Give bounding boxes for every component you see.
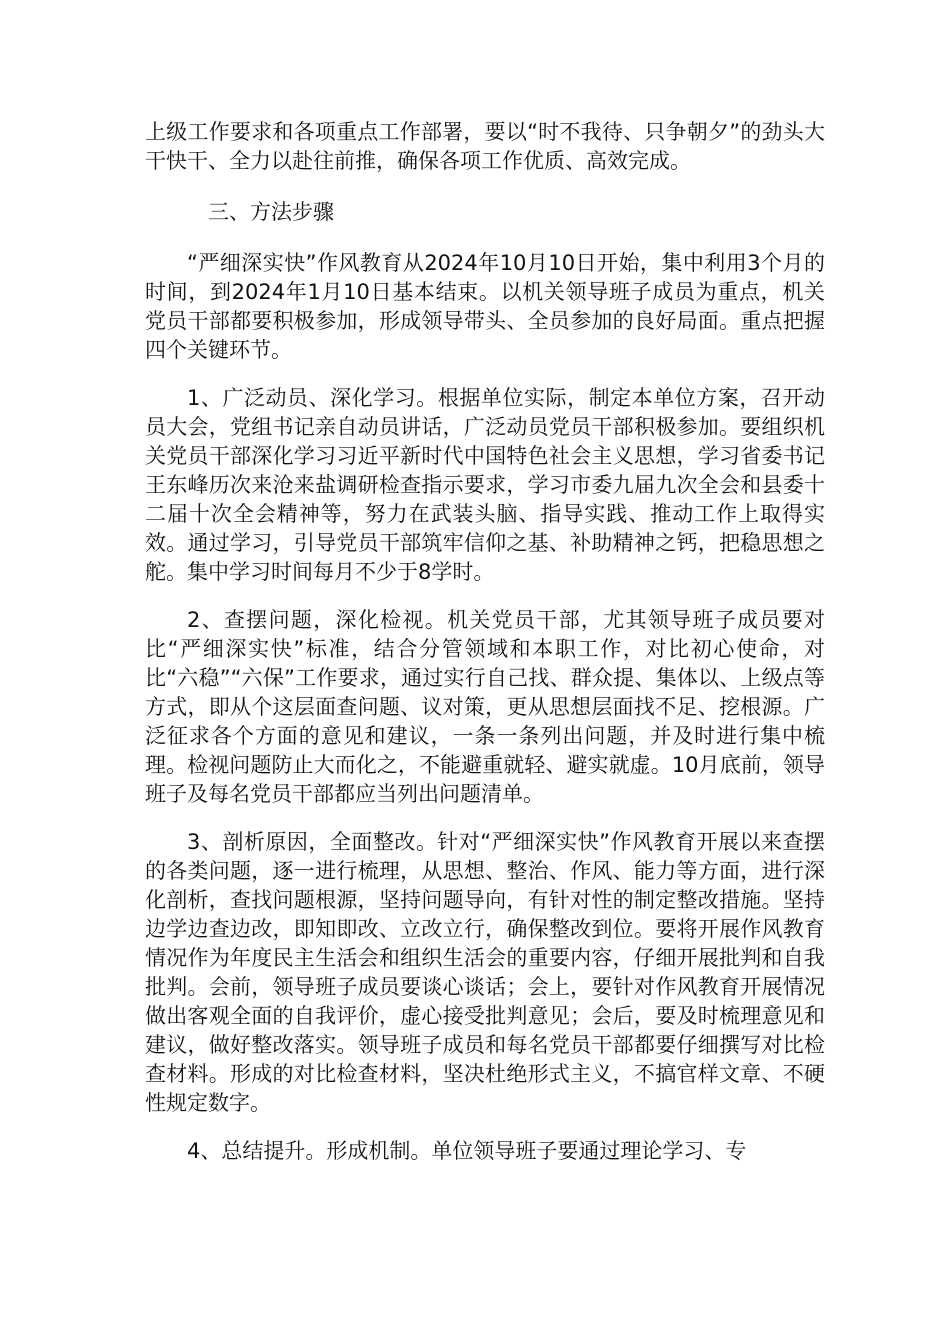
section-heading-methods: 三、方法步骤 — [208, 200, 334, 224]
paragraph-overview: “严细深实快”作风教育从2024年10月10日开始，集中利用3个月的时间，到2024年1月10日基本结束。以机关领导班子成员为重点，机关党员干部都要积极参加，形成领导带头、全员参加的良好局面。重点把握四个关键环节。 — [145, 251, 825, 362]
paragraph-step-4: 4、总结提升。形成机制。单位领导班子要通过理论学习、专 — [187, 1139, 747, 1163]
document-body — [145, 118, 825, 1166]
paragraph-step-1: 1、广泛动员、深化学习。根据单位实际，制定本单位方案，召开动员大会，党组书记亲自动员讲话，广泛动员党员干部积极参加。要组织机关党员干部深化学习习近平新时代中国特色社会主义思想，学习省委书记王东峰历次来沧来盐调研检查指示要求，学习市委九届九次全会和县委十二届十次全会精神等，努力在武装头脑、指导实践、推动工作上取得实效。通过学习，引导党员干部筑牢信仰之基、补助精神之钙，把稳思想之舵。集中学习时间每月不少于8学时。 — [145, 386, 825, 584]
paragraph-step-3: 3、剖析原因，全面整改。针对“严细深实快”作风教育开展以来查摆的各类问题，逐一进行梳理，从思想、整治、作风、能力等方面，进行深化剖析，查找问题根源，坚持问题导向，有针对性的制定整改措施。坚持边学边查边改，即知即改、立改立行，确保整改到位。要将开展作风教育情况作为年度民主生活会和组织生活会的重要内容，仔细开展批判和自我批判。会前，领导班子成员要谈心谈话；会上，要针对作风教育开展情况做出客观全面的自我评价，虚心接受批判意见；会后，要及时梳理意见和建议，做好整改落实。领导班子成员和每名党员干部都要仔细撰写对比检查材料。形成的对比检查材料，坚决杜绝形式主义，不搞官样文章、不硬性规定数字。 — [145, 830, 825, 1115]
paragraph-continuation: 上级工作要求和各项重点工作部署，要以“时不我待、只争朝夕”的劲头大干快干、全力以赴往前推，确保各项工作优质、高效完成。 — [145, 120, 825, 173]
paragraph-step-2: 2、查摆问题，深化检视。机关党员干部，尤其领导班子成员要对比“严细深实快”标准，结合分管领域和本职工作，对比初心使命，对比“六稳”“六保”工作要求，通过实行自己找、群众提、集体以、上级点等方式，即从个这层面查问题、议对策，更从思想层面找不足、挖根源。广泛征求各个方面的意见和建议，一条一条列出问题，并及时进行集中梳理。检视问题防止大而化之，不能避重就轻、避实就虚。10月底前，领导班子及每名党员干部都应当列出问题清单。 — [145, 608, 825, 806]
